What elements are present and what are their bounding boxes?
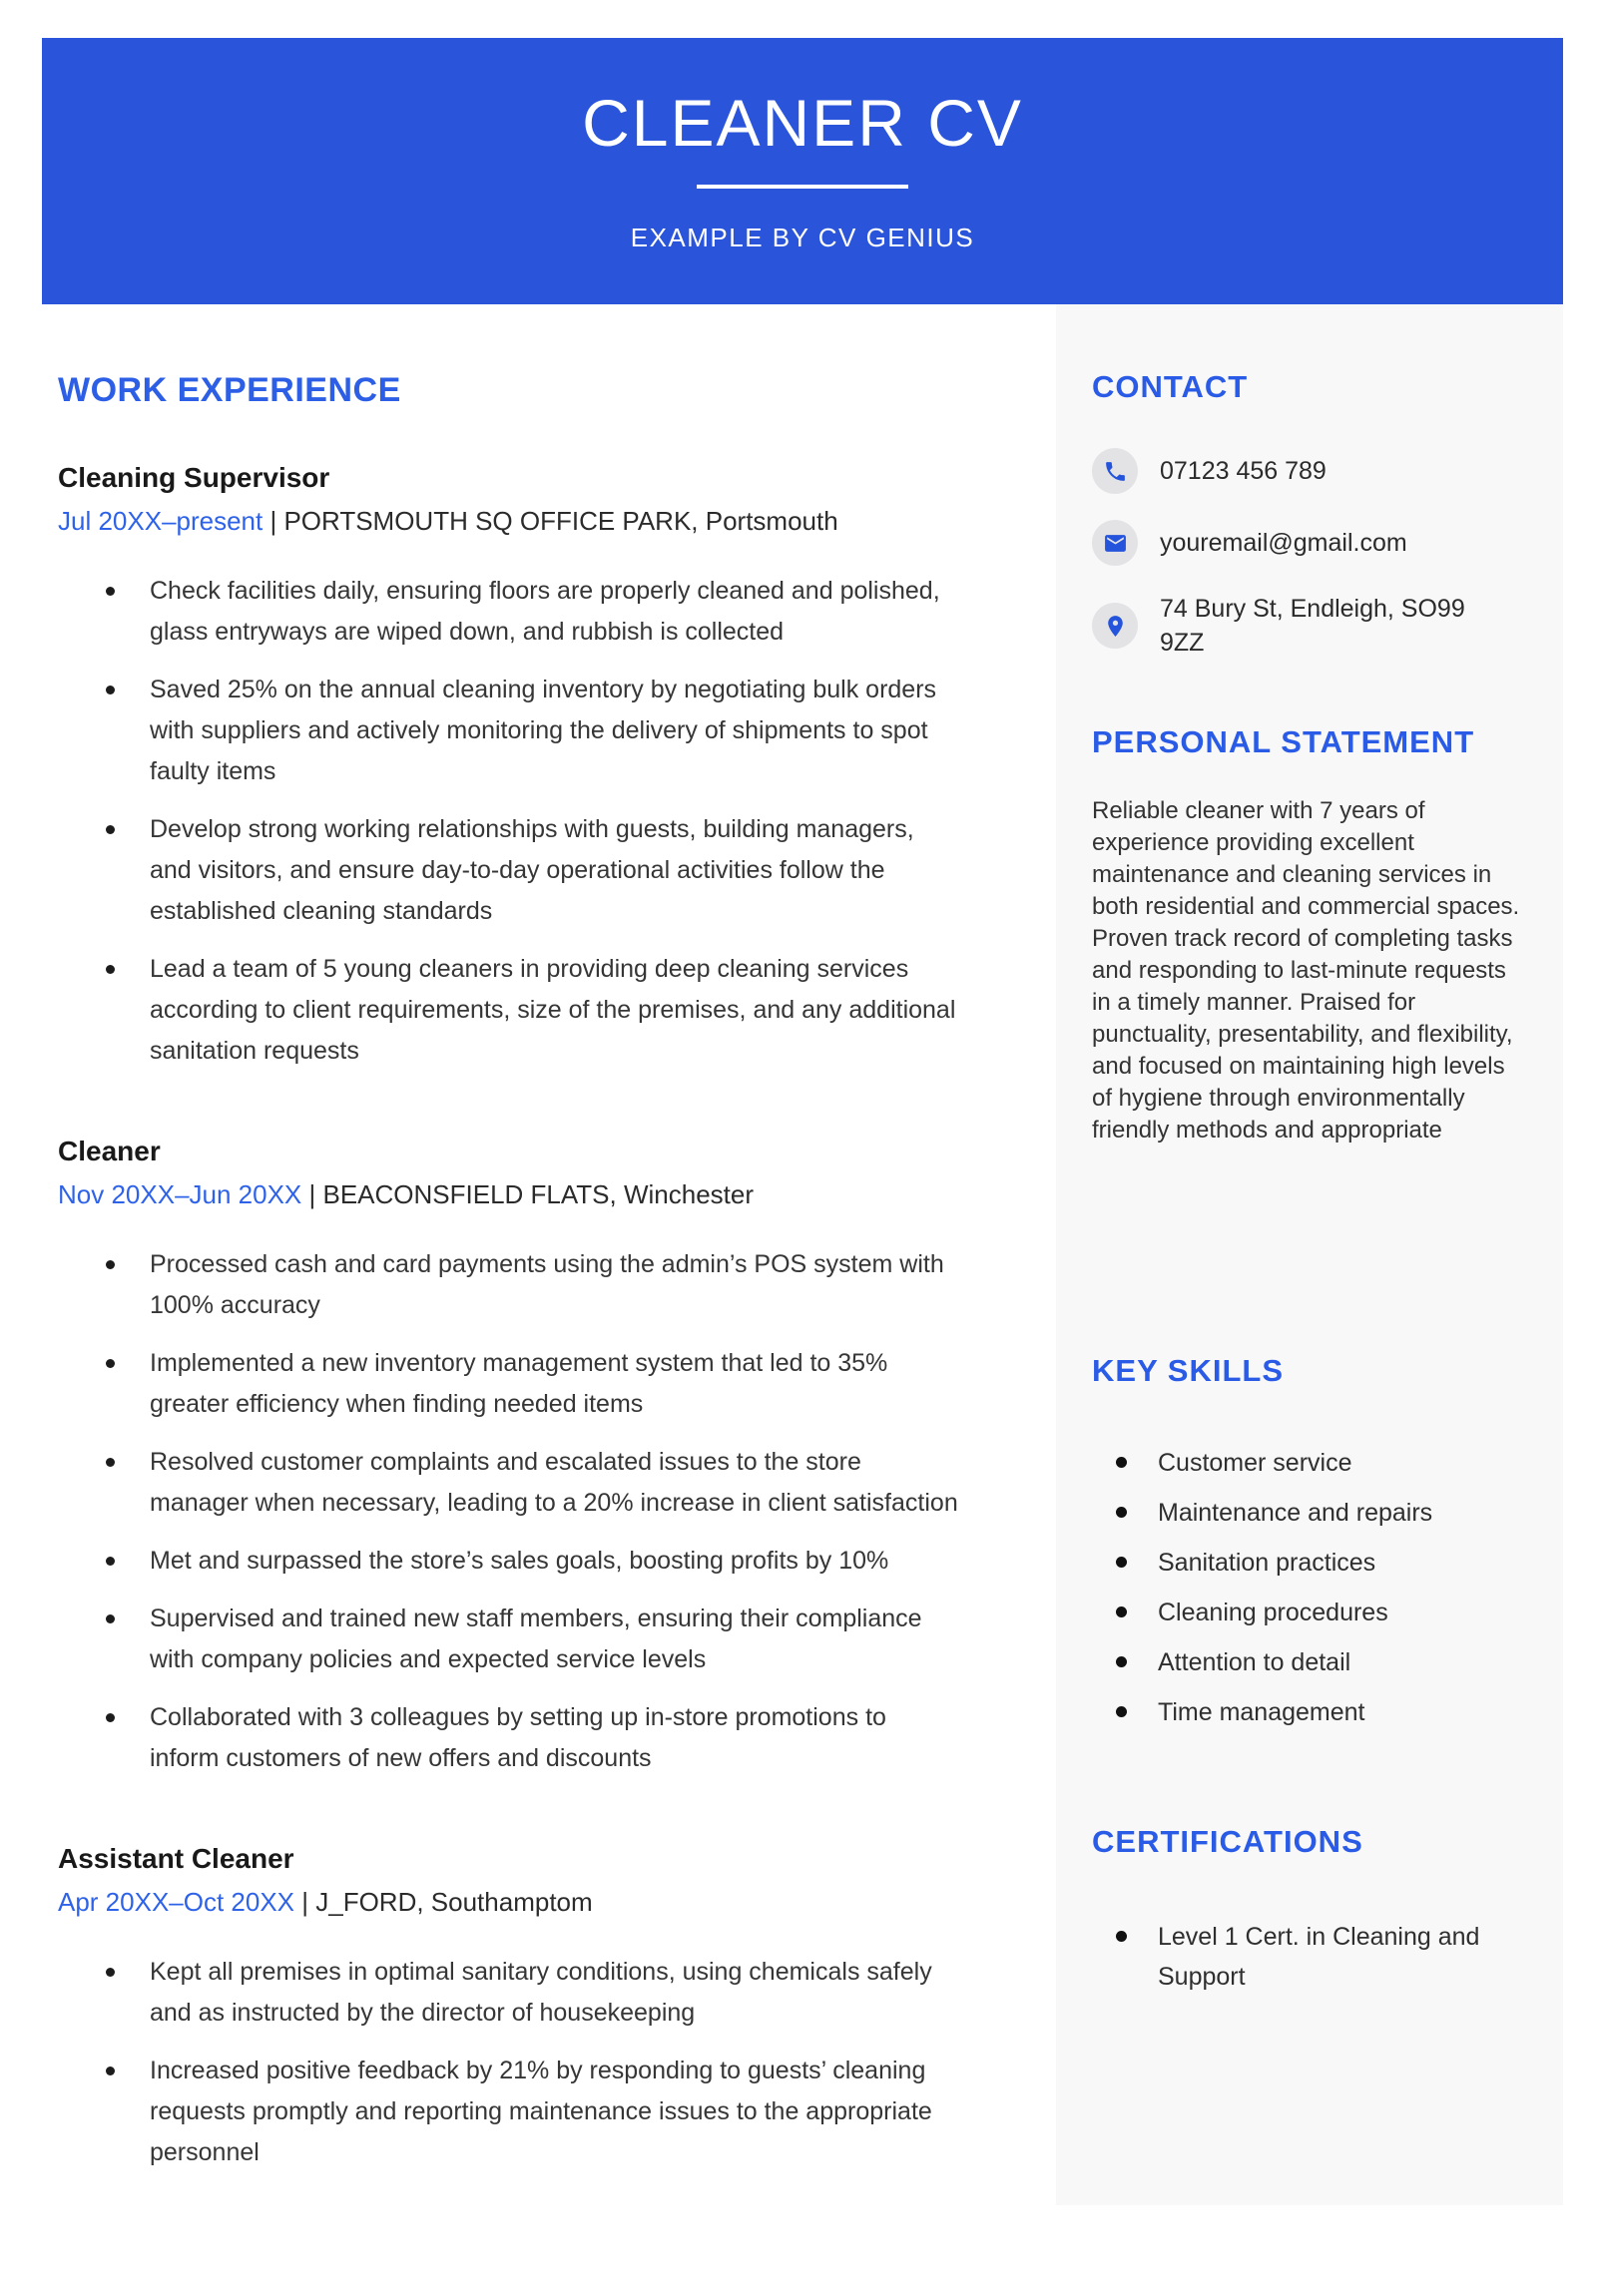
job-title: Cleaner	[58, 1136, 161, 1166]
job-bullet: Kept all premises in optimal sanitary conditions, using chemicals safely and as instructed by the director of housekeeping	[150, 1952, 958, 2034]
jobs-list	[58, 460, 1008, 2173]
job-bullet: Increased positive feedback by 21% by responding to guests’ cleaning requests promptly and reporting maintenance issues to the appropriate personnel	[150, 2051, 958, 2173]
sidebar	[1056, 304, 1563, 2205]
email-icon	[1092, 520, 1138, 566]
page-title: CLEANER CV	[582, 86, 1023, 161]
contact-text: youremail@gmail.com	[1160, 529, 1407, 557]
job-dates: Apr 20XX–Oct 20XX	[58, 1887, 295, 1917]
job-bullet: Saved 25% on the annual cleaning inventory by negotiating bulk orders with suppliers and actively monitoring the delivery of shipments to spot faulty items	[150, 670, 958, 792]
key-skills-heading: KEY SKILLS	[1092, 1353, 1285, 1388]
job-title: Cleaning Supervisor	[58, 462, 330, 493]
job-bullet: Lead a team of 5 young cleaners in providing deep cleaning services according to client requirements, size of the premises, and any additional sanitation requests	[150, 949, 958, 1072]
job-bullet: Check facilities daily, ensuring floors are properly cleaned and polished, glass entryways are wiped down, and rubbish is collected	[150, 571, 958, 653]
job-meta	[58, 503, 1008, 539]
skill-item: Attention to detail	[1158, 1637, 1523, 1687]
job-company: J_FORD, Southamptom	[315, 1887, 593, 1917]
contact-item	[1092, 592, 1523, 660]
skill-item: Time management	[1158, 1687, 1523, 1737]
job-title: Assistant Cleaner	[58, 1843, 294, 1874]
job-bullet: Met and surpassed the store’s sales goals, boosting profits by 10%	[150, 1541, 958, 1582]
certification-item: Level 1 Cert. in Cleaning and Support	[1158, 1917, 1487, 1997]
contact-heading: CONTACT	[1092, 369, 1249, 404]
location-icon	[1092, 603, 1138, 649]
personal-statement-section	[1092, 723, 1523, 1147]
job-bullet: Develop strong working relationships with guests, building managers, and visitors, and ensure day-to-day operational activities follow the established cleaning standards	[150, 809, 958, 932]
job-entry	[58, 1134, 1008, 1779]
skill-item: Customer service	[1158, 1438, 1523, 1488]
work-experience-section	[58, 304, 1008, 2190]
job-bullet-list	[58, 571, 1008, 1072]
title-underline	[697, 185, 908, 189]
job-meta	[58, 1176, 1008, 1212]
job-bullet: Supervised and trained new staff members, ensuring their compliance with company policies and expected service levels	[150, 1599, 958, 1680]
page-subtitle: EXAMPLE BY CV GENIUS	[630, 222, 975, 252]
skill-item: Maintenance and repairs	[1158, 1488, 1523, 1538]
job-bullet: Collaborated with 3 colleagues by setting up in-store promotions to inform customers of new offers and discounts	[150, 1697, 958, 1779]
job-entry	[58, 460, 1008, 1072]
skill-item: Cleaning procedures	[1158, 1588, 1523, 1637]
cv-page	[0, 38, 1597, 2205]
job-bullet: Implemented a new inventory management system that led to 35% greater efficiency when finding needed items	[150, 1343, 958, 1425]
job-entry	[58, 1841, 1008, 2173]
contact-text: 07123 456 789	[1160, 457, 1327, 485]
job-bullet-list	[58, 1244, 1008, 1779]
certifications-heading: CERTIFICATIONS	[1092, 1824, 1363, 1859]
content-columns	[0, 304, 1597, 2205]
contact-list	[1092, 448, 1523, 660]
personal-statement-heading: PERSONAL STATEMENT	[1092, 724, 1475, 759]
job-meta-separator: |	[301, 1179, 323, 1209]
job-bullet: Processed cash and card payments using the admin’s POS system with 100% accuracy	[150, 1244, 958, 1326]
personal-statement-text: Reliable cleaner with 7 years of experience providing excellent maintenance and cleaning services in both residential and commercial spaces. Proven track record of completing tasks and responding to last-minute requests in a timely manner. Praised for punctuality, presentability, and flexibility, and focused on maintaining high levels of hygiene through environmentally friendly methods and appropriate	[1092, 797, 1520, 1144]
key-skills-list	[1092, 1438, 1523, 1737]
job-company: BEACONSFIELD FLATS, Winchester	[322, 1179, 754, 1209]
certifications-list	[1092, 1917, 1523, 1997]
work-experience-heading: WORK EXPERIENCE	[58, 371, 401, 409]
header-banner	[42, 38, 1563, 304]
job-meta	[58, 1884, 1008, 1920]
job-meta-separator: |	[263, 506, 284, 536]
job-bullet: Resolved customer complaints and escalated issues to the store manager when necessary, leading to a 20% increase in client satisfaction	[150, 1442, 958, 1524]
key-skills-section	[1092, 1352, 1523, 1737]
phone-icon	[1092, 448, 1138, 494]
contact-item	[1092, 448, 1523, 494]
skill-item: Sanitation practices	[1158, 1538, 1523, 1588]
contact-section	[1092, 368, 1523, 660]
job-company: PORTSMOUTH SQ OFFICE PARK, Portsmouth	[283, 506, 838, 536]
job-meta-separator: |	[294, 1887, 316, 1917]
contact-text: 74 Bury St, Endleigh, SO99 9ZZ	[1160, 595, 1465, 657]
contact-item	[1092, 520, 1523, 566]
job-dates: Jul 20XX–present	[58, 506, 264, 536]
job-bullet-list	[58, 1952, 1008, 2173]
job-dates: Nov 20XX–Jun 20XX	[58, 1179, 302, 1209]
certifications-section	[1092, 1823, 1523, 1997]
